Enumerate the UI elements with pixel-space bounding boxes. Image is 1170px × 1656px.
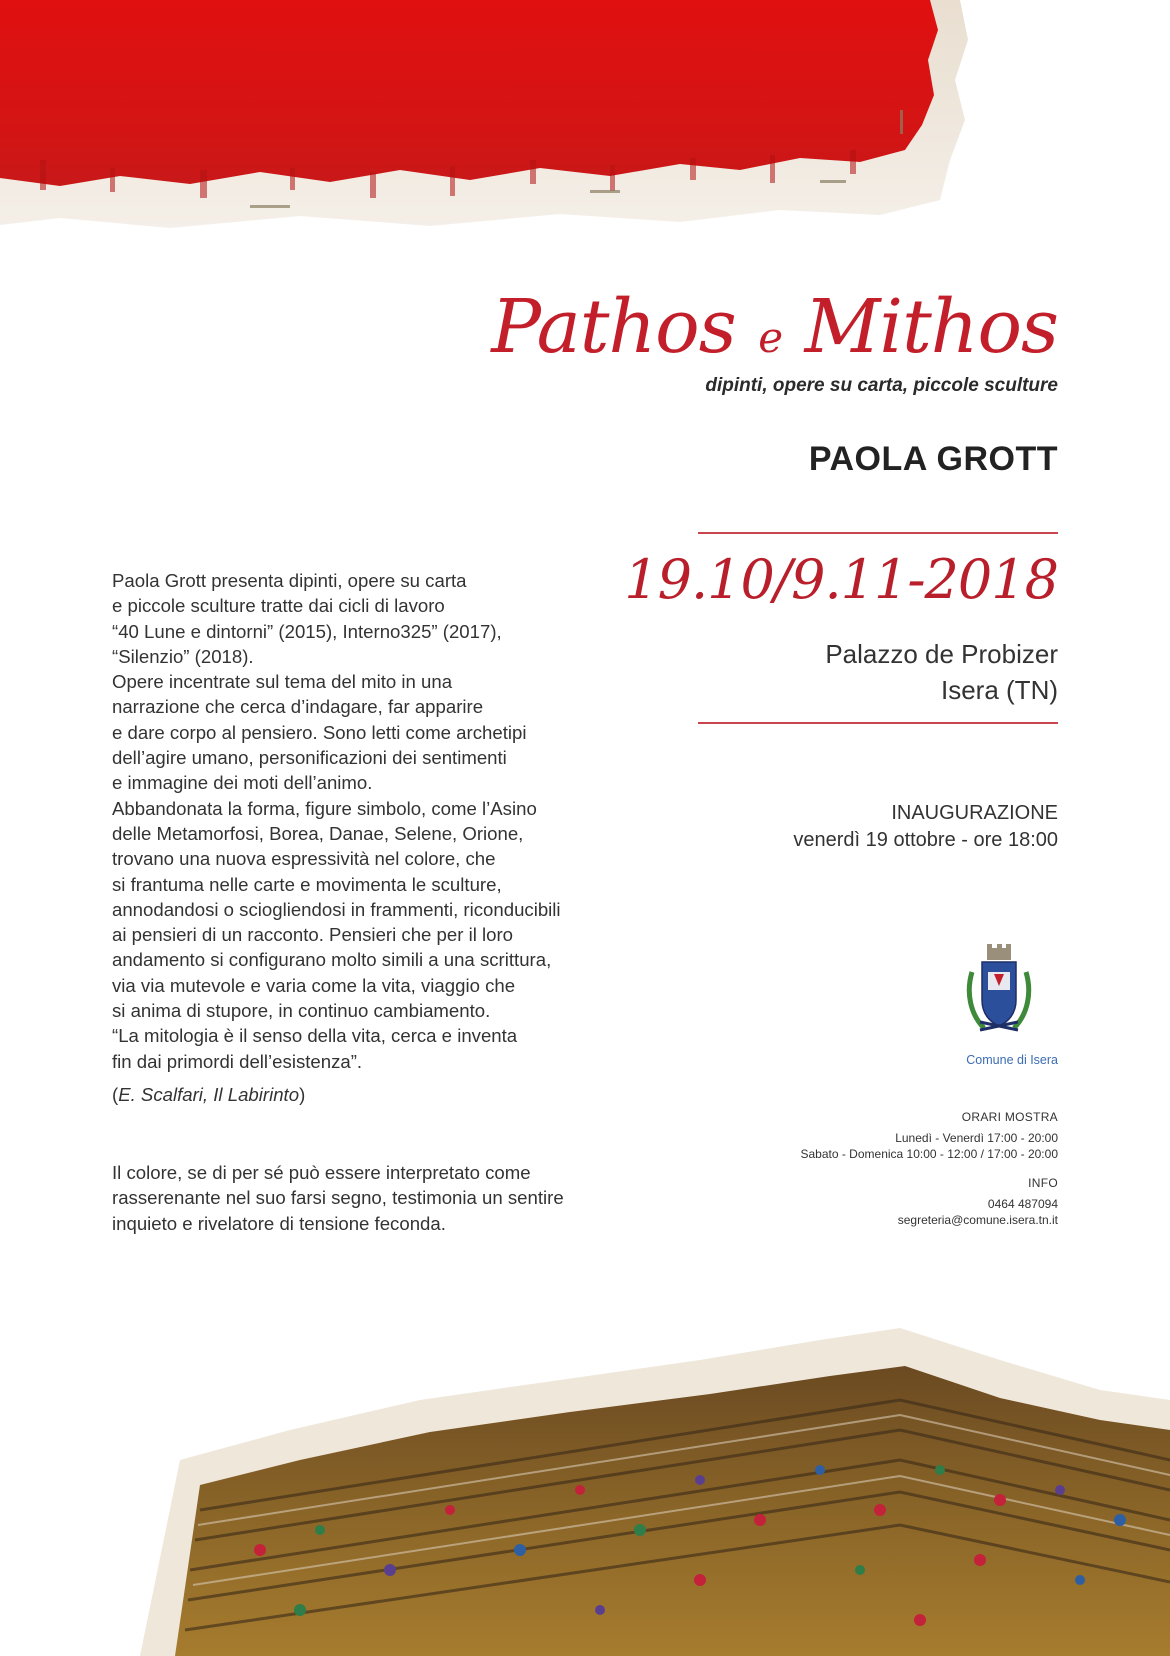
venue [825, 636, 1058, 708]
info-phone: 0464 487094 [987, 1197, 1058, 1211]
info-block [800, 1110, 1058, 1228]
inauguration [793, 800, 1058, 854]
inauguration-time: venerdì 19 ottobre - ore 18:00 [793, 829, 1058, 851]
hours-weekdays: Lunedì - Venerdì 17:00 - 20:00 [895, 1131, 1058, 1145]
description-line: delle Metamorfosi, Borea, Danae, Selene, Orione, [112, 822, 524, 844]
description-line: “40 Lune e dintorni” (2015), Interno325” (2017), [112, 620, 502, 642]
description-line: dell’agire umano, personificazioni dei sentimenti [112, 747, 507, 769]
description-line: narrazione che cerca d’indagare, far apparire [112, 696, 484, 718]
description-line: andamento si configurano molto simili a una scrittura, [112, 949, 552, 971]
hours-weekend: Sabato - Domenica 10:00 - 12:00 / 17:00 - 20:00 [800, 1147, 1058, 1161]
title-part1: Pathos [491, 284, 736, 370]
quote-close: ) [299, 1083, 306, 1105]
closing-line: Il colore, se di per sé può essere interpretato come [112, 1162, 531, 1183]
description-line: e immagine dei moti dell’animo. [112, 772, 373, 794]
hours-heading: ORARI MOSTRA [961, 1110, 1058, 1124]
exhibition-subtitle: dipinti, opere su carta, piccole sculture [705, 375, 1058, 396]
exhibition-dates: 19.10/9.11-2018 [624, 548, 1058, 611]
closing-line: inquieto e rivelatore di tensione feconda. [112, 1212, 446, 1234]
description-line: e dare corpo al pensiero. Sono letti come archetipi [112, 721, 527, 743]
info-heading: INFO [1028, 1176, 1058, 1190]
coat-of-arms-icon [964, 942, 1034, 1042]
closing-text [112, 1160, 564, 1236]
description-line: si anima di stupore, in continuo cambiamento. [112, 1000, 491, 1022]
bottom-artwork-image [0, 1320, 1170, 1656]
description-line: via via mutevole e varia come la vita, viaggio che [112, 974, 516, 996]
description-line: Abbandonata la forma, figure simbolo, come l’Asino [112, 797, 537, 819]
quote-source: E. Scalfari, Il Labirinto [118, 1083, 300, 1105]
divider-top [698, 532, 1058, 534]
description-line: ai pensieri di un racconto. Pensieri che per il loro [112, 924, 514, 946]
municipality-name: Comune di Isera [966, 1053, 1058, 1067]
info-email[interactable]: segreteria@comune.isera.tn.it [897, 1213, 1058, 1227]
quote-open: ( [112, 1083, 119, 1105]
description-line: fin dai primordi dell’esistenza”. [112, 1050, 363, 1072]
description [112, 568, 632, 1107]
description-line: “Silenzio” (2018). [112, 645, 254, 667]
description-line: si frantuma nelle carte e movimenta le sculture, [112, 873, 502, 895]
title-part2: Mithos [804, 284, 1058, 370]
description-line: trovano una nuova espressività nel colore, che [112, 848, 496, 870]
description-line: e piccole sculture tratte dai cicli di lavoro [112, 595, 445, 617]
venue-name: Palazzo de Probizer [825, 639, 1058, 669]
exhibition-title [491, 284, 1058, 370]
description-line: Opere incentrate sul tema del mito in una [112, 671, 453, 693]
title-connector: e [758, 313, 783, 362]
divider-bottom [698, 722, 1058, 724]
description-line: Paola Grott presenta dipinti, opere su carta [112, 570, 467, 591]
top-artwork-image [0, 0, 1170, 240]
venue-location: Isera (TN) [941, 675, 1058, 705]
artist-name: PAOLA GROTT [808, 440, 1058, 478]
inauguration-label: INAUGURAZIONE [891, 802, 1058, 824]
description-line: “La mitologia è il senso della vita, cerca e inventa [112, 1025, 518, 1047]
quote-citation [112, 1082, 632, 1107]
closing-line: rasserenante nel suo farsi segno, testimonia un sentire [112, 1187, 564, 1209]
description-line: annodandosi o sciogliendosi in frammenti, riconducibili [112, 898, 561, 920]
